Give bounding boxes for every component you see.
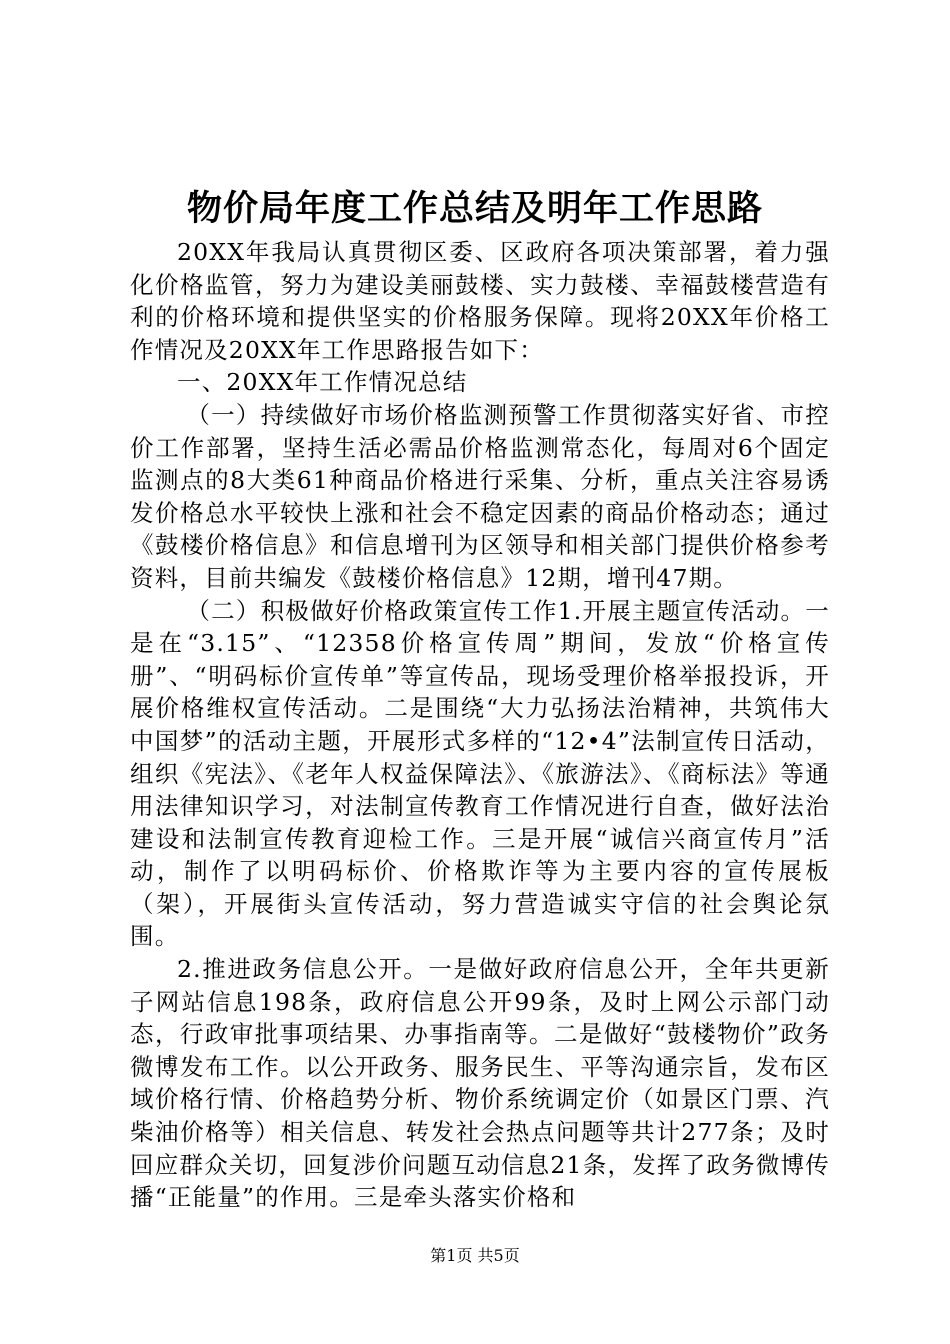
paragraph-intro: 20XX年我局认真贯彻区委、区政府各项决策部署，着力强化价格监管，努力为建设美丽鼓楼、实力鼓楼、幸福鼓楼营造有利的价格环境和提供坚实的价格服务保障。现将20XX年价格工作情况及20XX年工作思路报告如下： bbox=[130, 238, 830, 364]
paragraph-publicity: （二）积极做好价格政策宣传工作1.开展主题宣传活动。一是在“3.15”、“12358价格宣传周”期间，发放“价格宣传册”、“明码标价宣传单”等宣传品，现场受理价格举报投诉，开展价格维权宣传活动。二是围绕“大力弘扬法治精神，共筑伟大中国梦”的活动主题，开展形式多样的“12•4”法制宣传日活动，组织《宪法》、《老年人权益保障法》、《旅游法》、《商标法》等通用法律知识学习，对法制宣传教育工作情况进行自查，做好法治建设和法制宣传教育迎检工作。三是开展“诚信兴商宣传月”活动，制作了以明码标价、价格欺诈等为主要内容的宣传展板（架），开展街头宣传活动，努力营造诚实守信的社会舆论氛围。 bbox=[130, 596, 830, 951]
page-footer: 第1页 共5页 bbox=[430, 1246, 520, 1265]
paragraph-monitoring: （一）持续做好市场价格监测预警工作贯彻落实好省、市控价工作部署，坚持生活必需品价格监测常态化，每周对6个固定监测点的8大类61种商品价格进行采集、分析，重点关注容易诱发价格总水平较快上涨和社会不稳定因素的商品价格动态；通过《鼓楼价格信息》和信息增刊为区领导和相关部门提供价格参考资料，目前共编发《鼓楼价格信息》12期，增刊47期。 bbox=[130, 400, 830, 592]
document-body bbox=[130, 236, 830, 1214]
document-title: 物价局年度工作总结及明年工作思路 bbox=[186, 189, 763, 229]
section-heading-1: 一、20XX年工作情况总结 bbox=[177, 368, 468, 397]
paragraph-info-disclosure: 2.推进政务信息公开。一是做好政府信息公开，全年共更新子网站信息198条，政府信息公开99条，及时上网公示部门动态，行政审批事项结果、办事指南等。二是做好“鼓楼物价”政务微博发布工作。以公开政务、服务民生、平等沟通宗旨，发布区域价格行情、价格趋势分析、物价系统调定价（如景区门票、汽柴油价格等）相关信息、转发社会热点问题等共计277条；及时回应群众关切，回复涉价问题互动信息21条，发挥了政务微博传播“正能量”的作用。三是牵头落实价格和 bbox=[130, 955, 830, 1212]
